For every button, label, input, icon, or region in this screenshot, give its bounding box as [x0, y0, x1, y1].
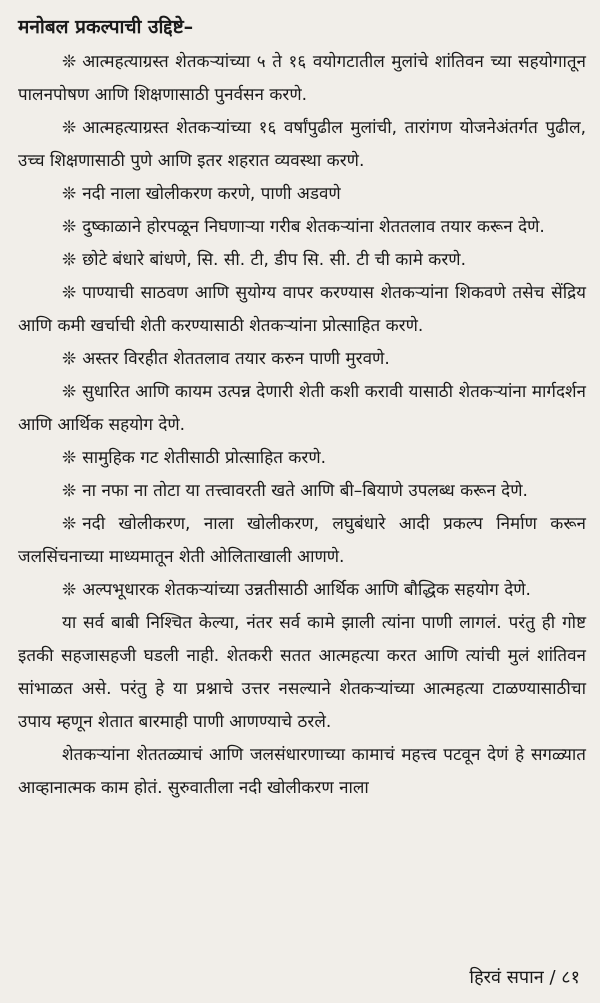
body-paragraph: या सर्व बाबी निश्चित केल्या, नंतर सर्व कामे झाली त्यांना पाणी लागलं. परंतु ही गोष्ट इतकी सहजासहजी घडली नाही. शेतकरी सतत आत्महत्या करत आणि त्यांची मुलं शांतिवन सांभाळत असे. परंतु हे या प्रश्नाचे उत्तर नसल्याने शेतकऱ्यांच्या आत्महत्या टाळण्यासाठीचा उपाय म्हणून शेतात बारमाही पाणी आणण्याचे ठरले. [18, 613, 586, 732]
objective-text: ना नफा ना तोटा या तत्त्वावरती खते आणि बी–बियाणे उपलब्ध करून देणे. [82, 481, 528, 501]
body-text [14, 607, 586, 805]
bullet-star-icon: ❊ [62, 184, 77, 204]
objective-item [14, 46, 586, 112]
objective-text: नदी खोलीकरण, नाला खोलीकरण, लघुबंधारे आदी प्रकल्प निर्माण करून जलसिंचनाच्या माध्यमातून शेती ओलिताखाली आणणे. [18, 514, 586, 567]
objective-text: दुष्काळाने होरपळून निघणाऱ्या गरीब शेतकऱ्यांना शेततलाव तयार करून देणे. [82, 217, 545, 237]
objective-item [14, 475, 586, 508]
bullet-star-icon: ❊ [62, 448, 77, 468]
objective-item [14, 178, 586, 211]
bullet-star-icon: ❊ [62, 349, 77, 369]
objective-text: नदी नाला खोलीकरण करणे, पाणी अडवणे [82, 184, 341, 204]
bullet-star-icon: ❊ [62, 283, 77, 303]
section-heading: मनोबल प्रकल्पाची उद्दिष्टे– [18, 16, 194, 38]
objective-item [14, 508, 586, 574]
objective-item [14, 376, 586, 442]
objective-text: आत्महत्याग्रस्त शेतकऱ्यांच्या १६ वर्षांपुढील मुलांची, तारांगण योजनेअंतर्गत पुढील, उच्च शिक्षणासाठी पुणे आणि इतर शहरात व्यवस्था करणे. [18, 118, 586, 171]
bullet-star-icon: ❊ [62, 118, 77, 138]
bullet-star-icon: ❊ [62, 514, 77, 534]
body-paragraph: शेतकऱ्यांना शेततळ्याचं आणि जलसंधारणाच्या कामाचं महत्त्व पटवून देणं हे सगळ्यात आव्हानात्मक काम होतं. सुरुवातीला नदी खोलीकरण नाला [18, 745, 586, 798]
bullet-star-icon: ❊ [62, 52, 77, 72]
objective-text: सुधारित आणि कायम उत्पन्न देणारी शेती कशी करावी यासाठी शेतकऱ्यांना मार्गदर्शन आणि आर्थिक सहयोग देणे. [18, 382, 586, 435]
objectives-list [14, 46, 586, 607]
bullet-star-icon: ❊ [62, 580, 77, 600]
bullet-star-icon: ❊ [62, 382, 77, 402]
objective-text: पाण्याची साठवण आणि सुयोग्य वापर करण्यास शेतकऱ्यांना शिकवणे तसेच सेंद्रिय आणि कमी खर्चाची शेती करण्यासाठी शेतकऱ्यांना प्रोत्साहित करणे. [18, 283, 586, 336]
objective-item [14, 574, 586, 607]
objective-item [14, 277, 586, 343]
page-footer: हिरवं सपान / ८१ [469, 967, 580, 988]
objective-item [14, 244, 586, 277]
bullet-star-icon: ❊ [62, 481, 77, 501]
bullet-star-icon: ❊ [62, 250, 77, 270]
objective-item [14, 112, 586, 178]
objective-item [14, 442, 586, 475]
bullet-star-icon: ❊ [62, 217, 77, 237]
objective-text: अस्तर विरहीत शेततलाव तयार करुन पाणी मुरवणे. [82, 349, 390, 369]
objective-text: आत्महत्याग्रस्त शेतकऱ्यांच्या ५ ते १६ वयोगटातील मुलांचे शांतिवन च्या सहयोगातून पालनपोषण आणि शिक्षणासाठी पुनर्वसन करणे. [18, 52, 586, 105]
objective-text: अल्पभूधारक शेतकऱ्यांच्या उन्नतीसाठी आर्थिक आणि बौद्धिक सहयोग देणे. [82, 580, 531, 600]
objective-text: छोटे बंधारे बांधणे, सि. सी. टी, डीप सि. सी. टी ची कामे करणे. [82, 250, 466, 270]
objective-item [14, 211, 586, 244]
objective-text: सामुहिक गट शेतीसाठी प्रोत्साहित करणे. [82, 448, 327, 468]
objective-item [14, 343, 586, 376]
